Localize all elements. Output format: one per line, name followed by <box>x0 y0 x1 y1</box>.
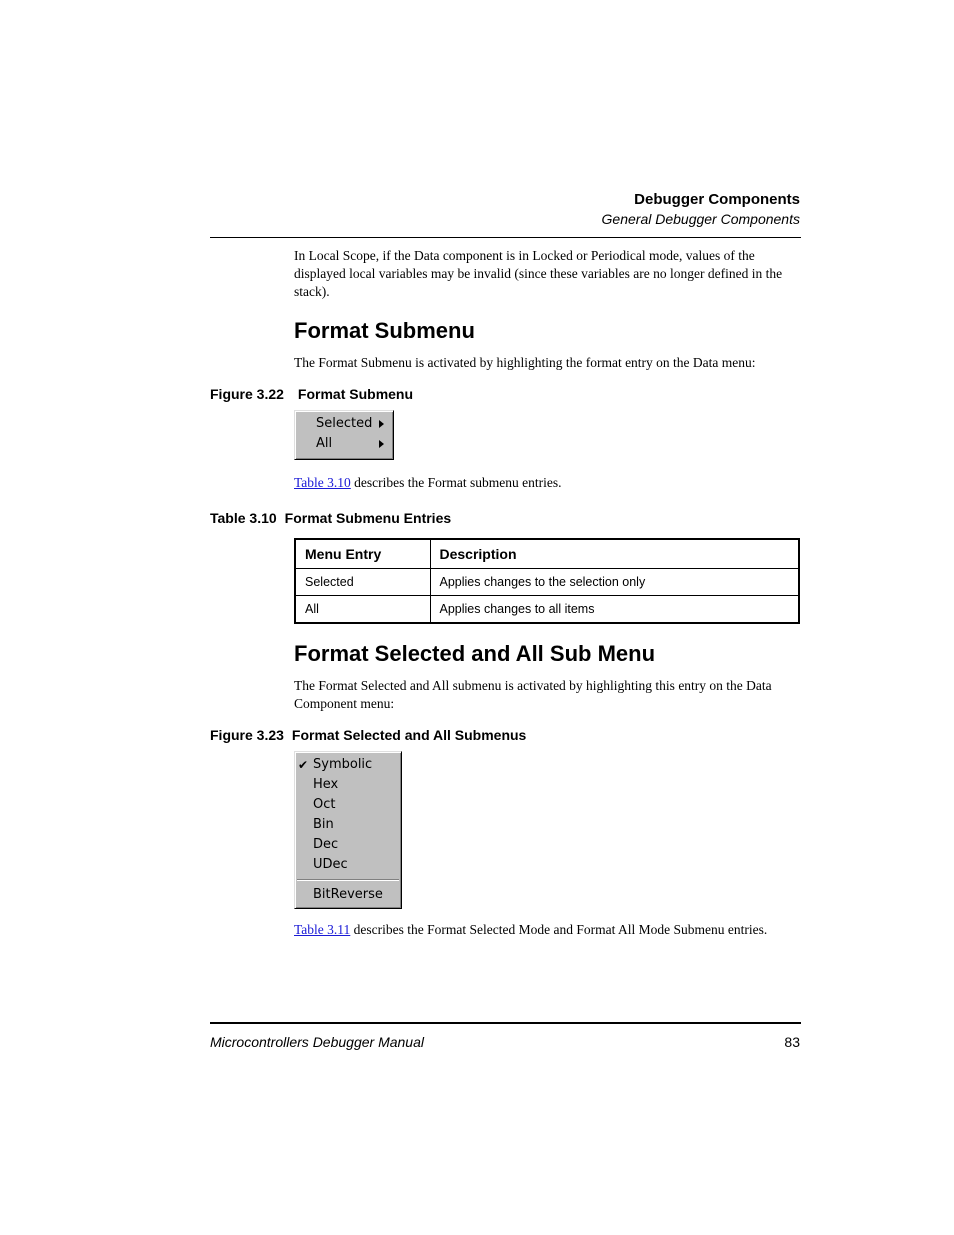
table-3-11-reference <box>294 921 801 939</box>
menu-item-selected[interactable] <box>295 414 393 434</box>
menu-item-label: UDec <box>313 857 348 872</box>
menu-item-hex[interactable] <box>295 775 401 795</box>
reference-text: describes the Format submenu entries. <box>350 475 562 490</box>
menu-item-dec[interactable] <box>295 835 401 855</box>
table-3-10-link[interactable]: Table 3.10 <box>294 475 351 490</box>
footer-manual-title: Microcontrollers Debugger Manual <box>210 1034 424 1050</box>
cell-menu-entry: Selected <box>295 569 430 596</box>
menu-item-bitreverse[interactable] <box>295 885 401 905</box>
reference-text: describes the Format Selected Mode and Format All Mode Submenu entries. <box>350 922 768 937</box>
submenu-arrow-icon <box>379 420 384 428</box>
table-caption-3-10 <box>210 510 451 526</box>
table-3-10-reference <box>294 474 801 492</box>
menu-item-label: Selected <box>316 416 373 431</box>
footer-rule <box>210 1022 801 1024</box>
menu-item-label: BitReverse <box>313 887 383 902</box>
menu-item-label: Oct <box>313 797 336 812</box>
table-header-row <box>295 539 799 569</box>
running-header-subtitle: General Debugger Components <box>601 211 800 227</box>
format-selected-all-submenu-screenshot <box>294 751 402 909</box>
running-header-title: Debugger Components <box>634 191 800 208</box>
cell-menu-entry: All <box>295 596 430 624</box>
figure-caption-3-23 <box>210 727 526 743</box>
header-rule <box>210 237 801 238</box>
figure-title: Format Selected and All Submenus <box>291 727 527 743</box>
table-number: Table 3.10 <box>210 510 277 526</box>
format-submenu-entries-table <box>294 538 800 624</box>
menu-item-oct[interactable] <box>295 795 401 815</box>
page-number: 83 <box>784 1034 800 1050</box>
figure-number: Figure 3.23 <box>210 727 284 743</box>
menu-separator <box>297 879 399 881</box>
section-heading-format-submenu: Format Submenu <box>294 318 475 343</box>
intro-paragraph: In Local Scope, if the Data component is in Locked or Periodical mode, values of the displayed local variables may be invalid (since these variables are no longer defined in the stack). <box>294 248 783 299</box>
column-header-menu-entry: Menu Entry <box>295 539 430 569</box>
format-submenu-screenshot <box>294 410 394 460</box>
section1-paragraph: The Format Submenu is activated by highlighting the format entry on the Data menu: <box>294 355 756 370</box>
figure-caption-3-22 <box>210 386 413 402</box>
checkmark-icon: ✔ <box>298 758 309 772</box>
menu-item-label: Dec <box>313 837 339 852</box>
submenu-arrow-icon <box>379 440 384 448</box>
table-title: Format Submenu Entries <box>284 510 452 526</box>
menu-item-label: Hex <box>313 777 339 792</box>
table-3-11-link[interactable]: Table 3.11 <box>294 922 351 937</box>
figure-number: Figure 3.22 <box>210 386 284 402</box>
menu-item-bin[interactable] <box>295 815 401 835</box>
cell-description: Applies changes to all items <box>430 596 799 624</box>
table-row <box>295 596 799 624</box>
section-heading-format-selected-all: Format Selected and All Sub Menu <box>294 641 656 666</box>
section2-paragraph: The Format Selected and All submenu is activated by highlighting this entry on the Data Component menu: <box>294 678 772 711</box>
menu-item-label: All <box>316 436 333 451</box>
menu-item-label: Symbolic <box>313 757 373 772</box>
figure-title: Format Submenu <box>297 386 414 402</box>
menu-item-symbolic[interactable] <box>295 755 401 775</box>
menu-item-udec[interactable] <box>295 855 401 875</box>
cell-description: Applies changes to the selection only <box>430 569 799 596</box>
column-header-description: Description <box>430 539 799 569</box>
table-row <box>295 569 799 596</box>
menu-item-label: Bin <box>313 817 334 832</box>
menu-item-all[interactable] <box>295 434 393 454</box>
